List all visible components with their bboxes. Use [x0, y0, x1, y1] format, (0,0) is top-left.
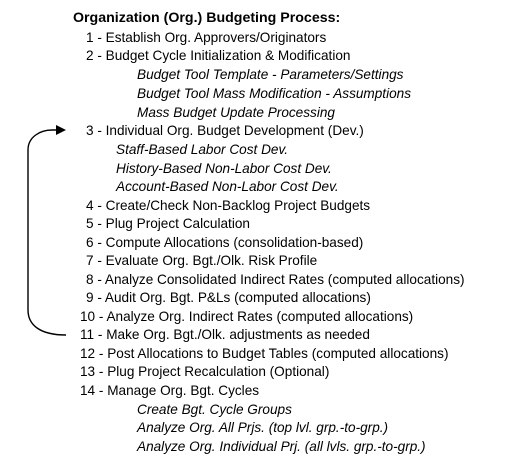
step-13: 13 - Plug Project Recalculation (Optional): [80, 364, 330, 379]
step-14-sub-analyze-individual-prj: Analyze Org. Individual Prj. (all lvls. grp.-to-grp.): [137, 439, 426, 454]
step-12: 12 - Post Allocations to Budget Tables (computed allocations): [80, 346, 449, 361]
step-14-sub-create-groups: Create Bgt. Cycle Groups: [137, 402, 292, 417]
step-10: 10 - Analyze Org. Indirect Rates (computed allocations): [80, 309, 414, 324]
step-6: 6 - Compute Allocations (consolidation-based): [86, 235, 364, 250]
step-3-sub-account-non-labor: Account-Based Non-Labor Cost Dev.: [116, 179, 339, 194]
process-title: Organization (Org.) Budgeting Process:: [73, 10, 341, 26]
step-11: 11 - Make Org. Bgt./Olk. adjustments as needed: [80, 327, 370, 342]
step-3: 3 - Individual Org. Budget Development (Dev.): [86, 123, 364, 138]
step-2: 2 - Budget Cycle Initialization & Modification: [86, 48, 351, 63]
step-9: 9 - Audit Org. Bgt. P&Ls (computed allocations): [86, 290, 371, 305]
step-8: 8 - Analyze Consolidated Indirect Rates (computed allocations): [86, 272, 465, 287]
step-2-sub-template: Budget Tool Template - Parameters/Settings: [137, 67, 404, 82]
step-5: 5 - Plug Project Calculation: [86, 216, 250, 231]
step-14-sub-analyze-all-prjs: Analyze Org. All Prjs. (top lvl. grp.-to-grp.): [137, 420, 389, 435]
step-2-sub-mass-update: Mass Budget Update Processing: [137, 105, 335, 120]
step-4: 4 - Create/Check Non-Backlog Project Budgets: [86, 198, 371, 213]
step-3-sub-staff-labor: Staff-Based Labor Cost Dev.: [116, 142, 289, 157]
step-14: 14 - Manage Org. Bgt. Cycles: [80, 383, 260, 398]
step-3-sub-history-non-labor: History-Based Non-Labor Cost Dev.: [116, 161, 332, 176]
step-7: 7 - Evaluate Org. Bgt./Olk. Risk Profile: [86, 253, 318, 268]
step-1: 1 - Establish Org. Approvers/Originators: [86, 30, 327, 45]
step-2-sub-mass-modification: Budget Tool Mass Modification - Assumptions: [137, 86, 412, 101]
loop-arrow-path: [28, 130, 66, 335]
